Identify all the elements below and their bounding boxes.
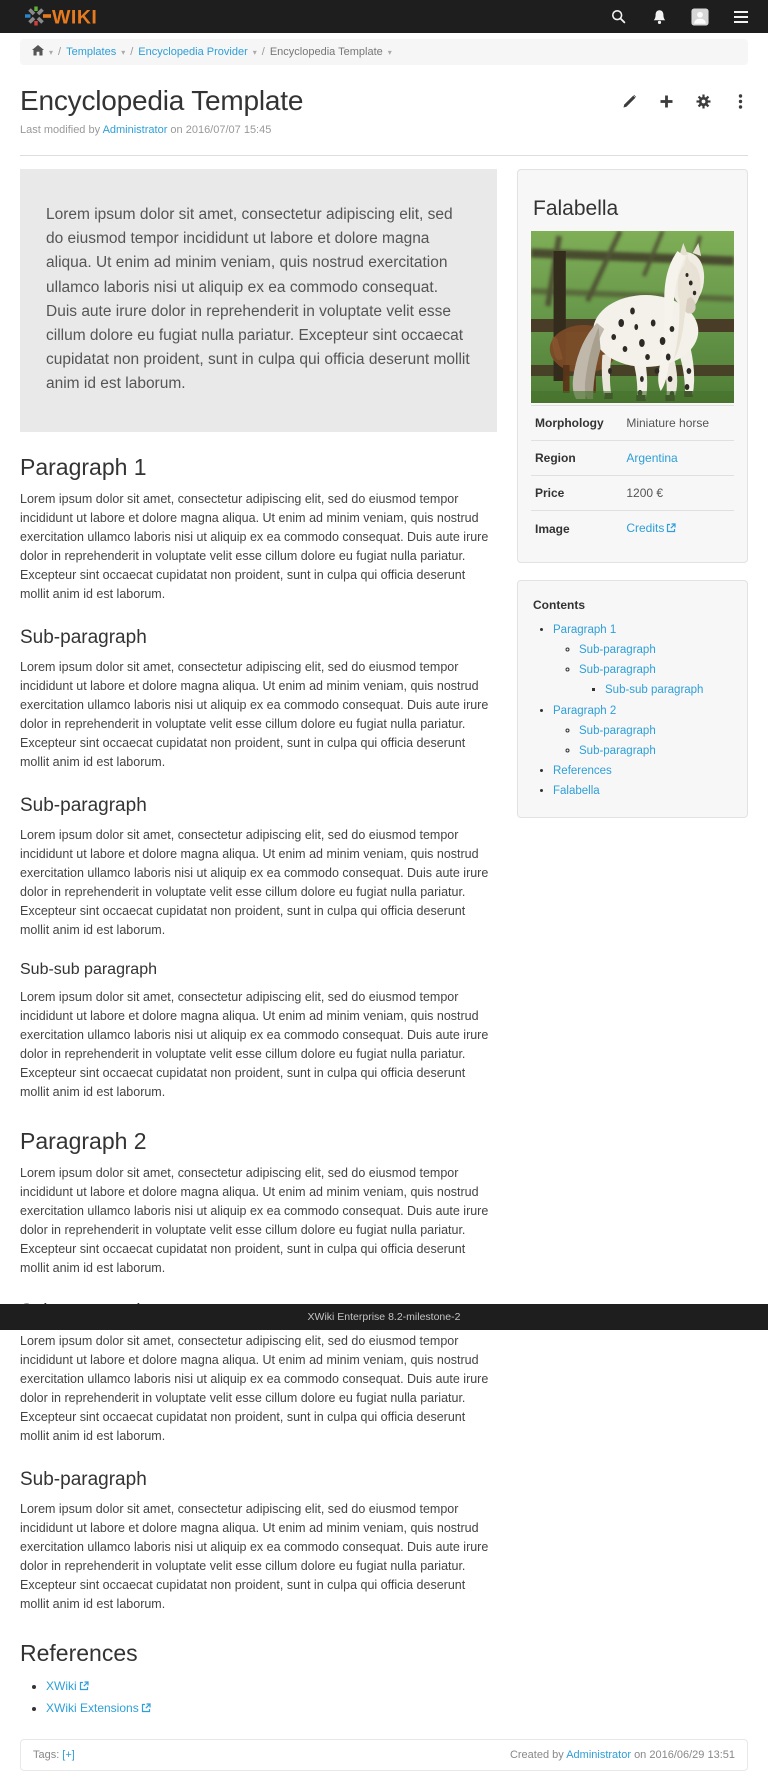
table-row <box>531 406 734 441</box>
chevron-down-icon[interactable]: ▾ <box>252 47 257 57</box>
breadcrumb-separator: / <box>58 46 62 58</box>
toc-list <box>553 620 734 801</box>
list-item <box>553 761 734 781</box>
settings-gear-icon[interactable] <box>695 93 711 109</box>
top-navbar <box>0 0 768 33</box>
chevron-down-icon[interactable]: ▾ <box>387 47 392 57</box>
external-link-icon <box>141 1699 151 1719</box>
section-heading-sub-paragraph: Sub-paragraph <box>20 627 147 649</box>
avatar[interactable] <box>691 8 709 26</box>
list-item <box>605 680 734 700</box>
infobox-label: Morphology <box>535 416 604 430</box>
chevron-down-icon[interactable]: ▾ <box>121 47 126 57</box>
toc-link-sub-paragraph[interactable]: Sub-paragraph <box>579 744 656 757</box>
last-modified-line <box>20 124 748 136</box>
section-body: Lorem ipsum dolor sit amet, consectetur adipiscing elit, sed do eiusmod tempor incididunt ut labore et dolore magna aliqua. Ut enim ad minim veniam, quis nostrud exercitation ullamco laboris nisi ut aliquip ex ea commodo consequat. Duis aute irure dolor in reprehenderit in voluptate velit esse cillum dolore eu fugiat nulla pariatur. Excepteur sint occaecat cupidatat non proident, sunt in culpa qui officia deserunt mollit anim id est laborum. <box>20 990 489 1100</box>
toc-link-sub-sub-paragraph[interactable]: Sub-sub paragraph <box>605 684 704 697</box>
table-row <box>531 511 734 547</box>
chevron-down-icon[interactable]: ▾ <box>49 47 54 57</box>
section-heading-sub-paragraph: Sub-paragraph <box>20 795 147 817</box>
infobox-title: Falabella <box>533 197 619 220</box>
breadcrumb-current: Encyclopedia Template <box>269 46 383 58</box>
tags-label: Tags: <box>33 1749 60 1762</box>
list-item <box>579 660 734 700</box>
search-icon[interactable] <box>609 8 627 26</box>
created-suffix: on 2016/06/29 13:51 <box>634 1749 735 1762</box>
page-title: Encyclopedia Template <box>20 85 304 116</box>
toc-link-sub-paragraph[interactable]: Sub-paragraph <box>579 724 656 737</box>
add-tag-button[interactable]: [+] <box>62 1749 75 1762</box>
infobox-table <box>531 405 734 546</box>
infobox-label: Region <box>535 451 576 465</box>
more-kebab-icon[interactable] <box>732 93 748 109</box>
bell-icon[interactable] <box>650 8 668 26</box>
external-link-icon <box>666 522 676 536</box>
breadcrumb <box>20 39 748 65</box>
external-link-icon <box>79 1677 89 1697</box>
home-icon[interactable] <box>32 45 44 59</box>
created-prefix: Created by <box>509 1749 564 1762</box>
infobox-panel <box>517 169 748 563</box>
section-heading-sub-paragraph: Sub-paragraph <box>20 1469 147 1491</box>
section-heading-references: References <box>20 1640 138 1667</box>
list-item <box>579 721 734 741</box>
infobox-label: Price <box>535 486 565 500</box>
list-item <box>553 701 734 761</box>
breadcrumb-link-templates[interactable]: Templates <box>66 46 117 58</box>
created-user-link[interactable]: Administrator <box>566 1749 631 1762</box>
toc-link-references[interactable]: References <box>553 764 612 777</box>
reference-link-xwiki-extensions[interactable]: XWiki Extensions <box>46 1700 139 1715</box>
list-item <box>553 781 734 801</box>
infobox-value: 1200 € <box>626 486 664 500</box>
toc-link-sub-paragraph[interactable]: Sub-paragraph <box>579 664 656 677</box>
falabella-horse-image <box>531 231 734 403</box>
title-divider <box>20 155 748 156</box>
section-heading-sub-sub-paragraph: Sub-sub paragraph <box>20 961 157 979</box>
breadcrumb-separator: / <box>261 46 265 58</box>
section-body: Lorem ipsum dolor sit amet, consectetur adipiscing elit, sed do eiusmod tempor incididunt ut labore et dolore magna aliqua. Ut enim ad minim veniam, quis nostrud exercitation ullamco laboris nisi ut aliquip ex ea commodo consequat. Duis aute irure dolor in reprehenderit in voluptate velit esse cillum dolore eu fugiat nulla pariatur. Excepteur sint occaecat cupidatat non proident, sunt in culpa qui officia deserunt mollit anim id est laborum. <box>20 828 489 938</box>
hamburger-icon[interactable] <box>732 8 750 26</box>
document-footer <box>20 1739 748 1771</box>
list-item <box>46 1676 497 1697</box>
section-body: Lorem ipsum dolor sit amet, consectetur adipiscing elit, sed do eiusmod tempor incididunt ut labore et dolore magna aliqua. Ut enim ad minim veniam, quis nostrud exercitation ullamco laboris nisi ut aliquip ex ea commodo consequat. Duis aute irure dolor in reprehenderit in voluptate velit esse cillum dolore eu fugiat nulla pariatur. Excepteur sint occaecat cupidatat non proident, sunt in culpa qui officia deserunt mollit anim id est laborum. <box>20 660 489 770</box>
section-body: Lorem ipsum dolor sit amet, consectetur adipiscing elit, sed do eiusmod tempor incididunt ut labore et dolore magna aliqua. Ut enim ad minim veniam, quis nostrud exercitation ullamco laboris nisi ut aliquip ex ea commodo consequat. Duis aute irure dolor in reprehenderit in voluptate velit esse cillum dolore eu fugiat nulla pariatur. Excepteur sint occaecat cupidatat non proident, sunt in culpa qui officia deserunt mollit anim id est laborum. <box>20 1166 489 1276</box>
breadcrumb-link-encyclopedia-provider[interactable]: Encyclopedia Provider <box>138 46 248 58</box>
xwiki-logo-text: WIKI <box>52 6 98 28</box>
modified-prefix: Last modified by <box>20 124 101 136</box>
version-label: XWiki Enterprise 8.2-milestone-2 <box>307 1311 461 1323</box>
version-footer-bar <box>0 1304 768 1330</box>
infobox-label: Image <box>535 521 570 536</box>
region-link[interactable]: Argentina <box>626 451 678 465</box>
list-item <box>579 640 734 660</box>
reference-link-xwiki[interactable]: XWiki <box>46 1679 77 1694</box>
infobox-value: Miniature horse <box>626 416 710 430</box>
xwiki-logo[interactable] <box>20 0 120 33</box>
contents-title: Contents <box>533 598 585 612</box>
section-heading-paragraph-2: Paragraph 2 <box>20 1128 147 1155</box>
list-item <box>46 1698 497 1719</box>
section-body: Lorem ipsum dolor sit amet, consectetur adipiscing elit, sed do eiusmod tempor incididunt ut labore et dolore magna aliqua. Ut enim ad minim veniam, quis nostrud exercitation ullamco laboris nisi ut aliquip ex ea commodo consequat. Duis aute irure dolor in reprehenderit in voluptate velit esse cillum dolore eu fugiat nulla pariatur. Excepteur sint occaecat cupidatat non proident, sunt in culpa qui officia deserunt mollit anim id est laborum. <box>20 492 489 602</box>
section-body: Lorem ipsum dolor sit amet, consectetur adipiscing elit, sed do eiusmod tempor incididunt ut labore et dolore magna aliqua. Ut enim ad minim veniam, quis nostrud exercitation ullamco laboris nisi ut aliquip ex ea commodo consequat. Duis aute irure dolor in reprehenderit in voluptate velit esse cillum dolore eu fugiat nulla pariatur. Excepteur sint occaecat cupidatat non proident, sunt in culpa qui officia deserunt mollit anim id est laborum. <box>20 1502 489 1612</box>
list-item <box>553 620 734 701</box>
breadcrumb-separator: / <box>130 46 134 58</box>
section-heading-paragraph-1: Paragraph 1 <box>20 454 147 481</box>
references-list <box>46 1676 497 1719</box>
toc-link-paragraph-1[interactable]: Paragraph 1 <box>553 624 617 636</box>
modified-suffix: on 2016/07/07 15:45 <box>170 124 272 136</box>
table-row <box>531 441 734 476</box>
modified-user-link[interactable]: Administrator <box>102 124 168 136</box>
edit-pencil-icon[interactable] <box>621 93 637 109</box>
credits-link[interactable]: Credits <box>626 521 665 535</box>
xwiki-logo-mark <box>20 5 120 29</box>
toc-link-paragraph-2[interactable]: Paragraph 2 <box>553 704 617 717</box>
add-plus-icon[interactable] <box>658 93 674 109</box>
table-row <box>531 476 734 511</box>
list-item <box>579 741 734 761</box>
lead-paragraph: Lorem ipsum dolor sit amet, consectetur adipiscing elit, sed do eiusmod tempor incididunt ut labore et dolore magna aliqua. Ut enim ad minim veniam, quis nostrud exercitation ullamco laboris nisi ut aliquip ex ea commodo consequat. Duis aute irure dolor in reprehenderit in voluptate velit esse cillum dolore eu fugiat nulla pariatur. Excepteur sint occaecat cupidatat non proident, sunt in culpa qui officia deserunt mollit anim id est laborum. <box>20 169 497 432</box>
created-line <box>510 1749 735 1761</box>
contents-panel <box>517 580 748 818</box>
section-body: Lorem ipsum dolor sit amet, consectetur adipiscing elit, sed do eiusmod tempor incididunt ut labore et dolore magna aliqua. Ut enim ad minim veniam, quis nostrud exercitation ullamco laboris nisi ut aliquip ex ea commodo consequat. Duis aute irure dolor in reprehenderit in voluptate velit esse cillum dolore eu fugiat nulla pariatur. Excepteur sint occaecat cupidatat non proident, sunt in culpa qui officia deserunt mollit anim id est laborum. <box>20 1334 489 1444</box>
toc-link-sub-paragraph[interactable]: Sub-paragraph <box>579 644 656 657</box>
toc-link-falabella[interactable]: Falabella <box>553 785 600 797</box>
